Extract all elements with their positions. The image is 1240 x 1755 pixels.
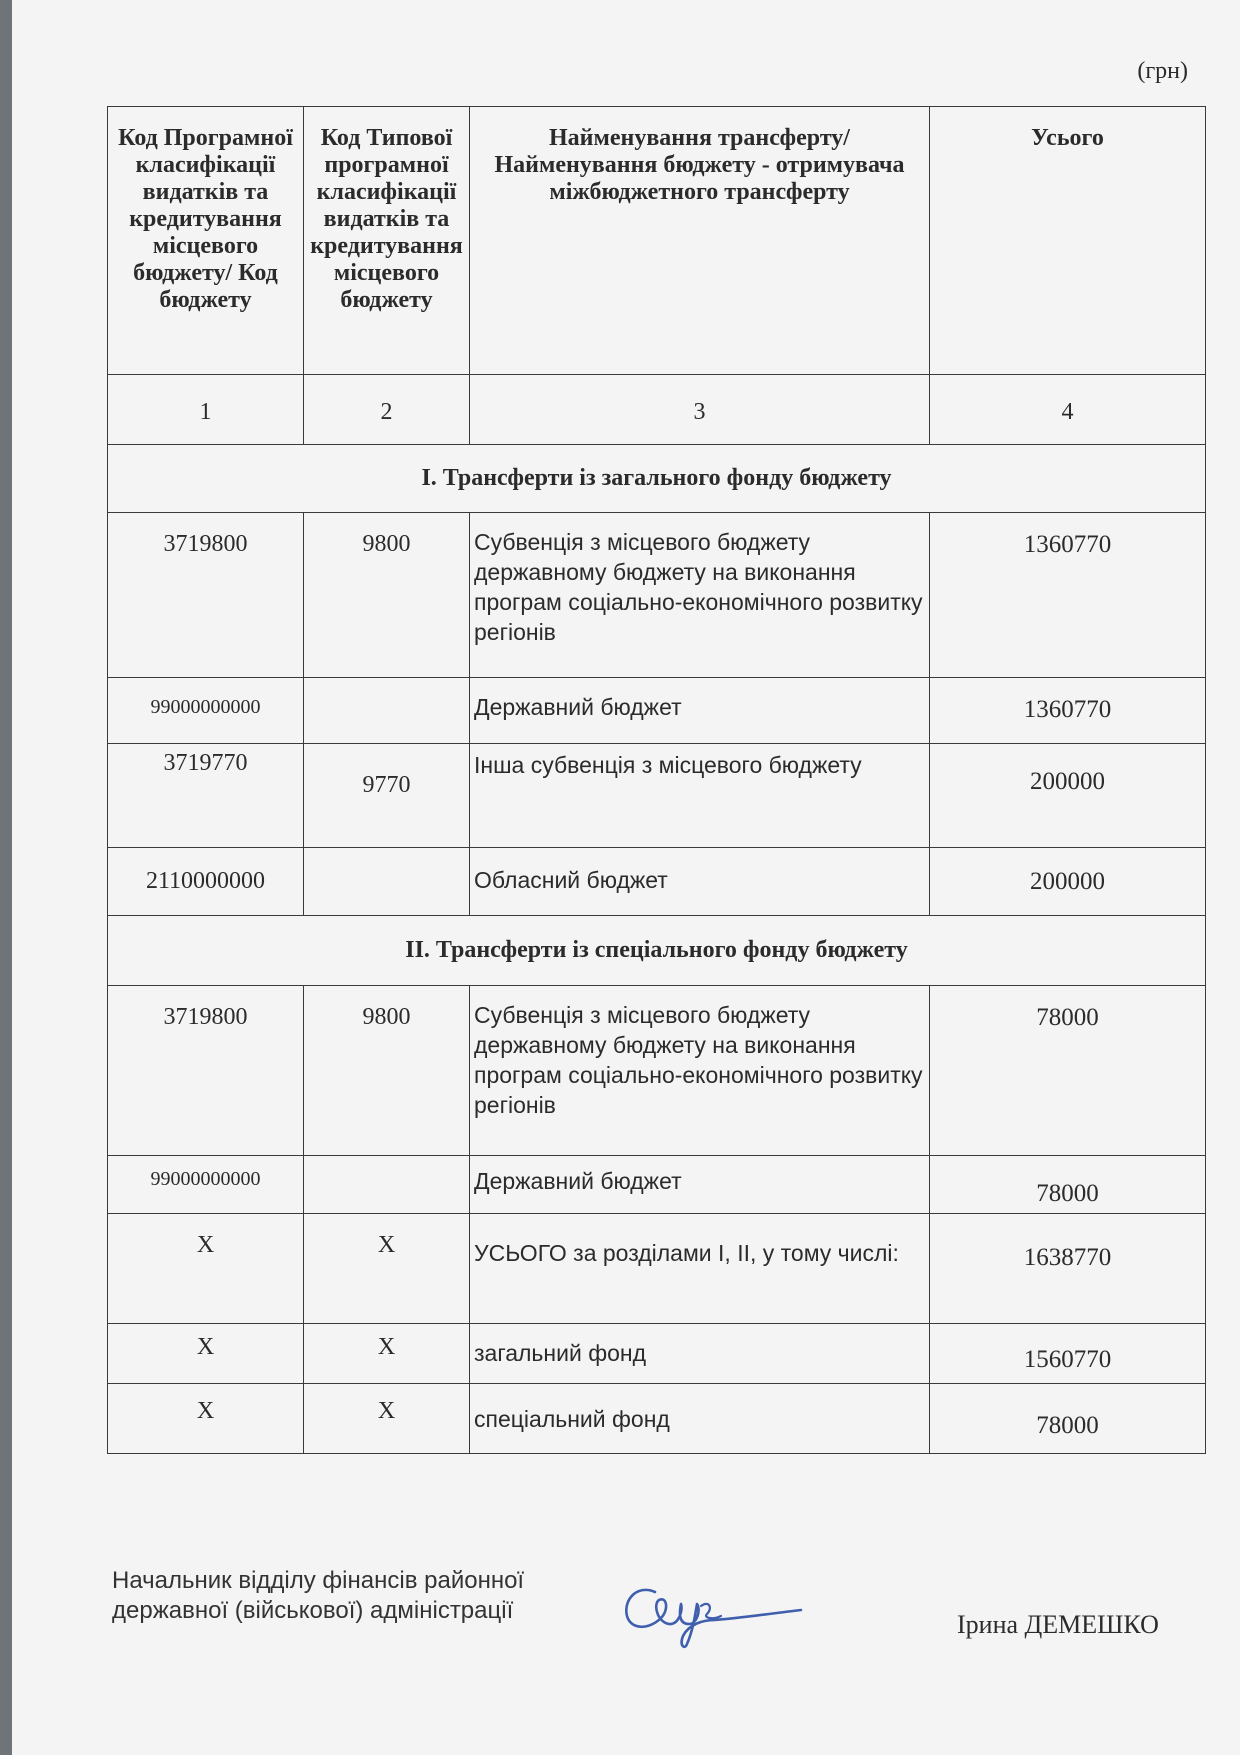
signatory-name: Ірина ДЕМЕШКО [957, 1610, 1159, 1639]
program-code: Х [108, 1214, 304, 1324]
budget-name: Державний бюджет [470, 678, 930, 744]
column-number: 1 [108, 375, 304, 445]
budget-name: Обласний бюджет [470, 848, 930, 916]
program-code: 3719770 [108, 744, 304, 848]
column-number: 3 [470, 375, 930, 445]
typical-code: 9800 [304, 986, 470, 1156]
total-amount: 78000 [930, 1156, 1206, 1214]
table-row [108, 678, 1206, 744]
unit-label: (грн) [1137, 58, 1188, 84]
budget-code: 99000000000 [108, 678, 304, 744]
signatory-position [112, 1566, 524, 1626]
total-label: УСЬОГО за розділами І, ІІ, у тому числі: [470, 1214, 930, 1324]
budget-code: 2110000000 [108, 848, 304, 916]
total-amount: 1360770 [930, 513, 1206, 678]
table-row [108, 1156, 1206, 1214]
typical-code: Х [304, 1384, 470, 1454]
transfer-name: Субвенція з місцевого бюджету державному бюджету на виконання програм соціально-економічного розвитку регіонів [470, 986, 930, 1156]
typical-code [304, 678, 470, 744]
header-transfer-name: Найменування трансферту/ Найменування бюджету - отримувача міжбюджетного трансферту [470, 107, 930, 375]
table-row [108, 986, 1206, 1156]
total-amount: 200000 [930, 744, 1206, 848]
section-special-title: ІІ. Трансферти із спеціального фонду бюджету [108, 916, 1206, 986]
table-row [108, 1214, 1206, 1324]
total-amount: 1360770 [930, 678, 1206, 744]
section-general-title: І. Трансферти із загального фонду бюджету [108, 445, 1206, 513]
fund-label: спеціальний фонд [470, 1384, 930, 1454]
table-row [108, 1384, 1206, 1454]
document-page [12, 0, 1240, 1755]
typical-code [304, 1156, 470, 1214]
program-code: 3719800 [108, 513, 304, 678]
typical-code: 9770 [304, 744, 470, 848]
typical-code [304, 848, 470, 916]
handwritten-signature [617, 1570, 807, 1650]
column-number: 2 [304, 375, 470, 445]
total-amount: 78000 [930, 986, 1206, 1156]
transfer-name: Субвенція з місцевого бюджету державному бюджету на виконання програм соціально-економічного розвитку регіонів [470, 513, 930, 678]
typical-code: Х [304, 1214, 470, 1324]
total-amount: 200000 [930, 848, 1206, 916]
header-row [108, 107, 1206, 375]
program-code: Х [108, 1324, 304, 1384]
position-line: державної (військової) адміністрації [112, 1597, 514, 1624]
column-number: 4 [930, 375, 1206, 445]
section-general-row [108, 445, 1206, 513]
program-code: Х [108, 1384, 304, 1454]
table-row [108, 513, 1206, 678]
header-total: Усього [930, 107, 1206, 375]
header-typical-code: Код Типової програмної класифікації видатків та кредитування місцевого бюджету [304, 107, 470, 375]
header-program-code: Код Програмної класифікації видатків та кредитування місцевого бюджету/ Код бюджету [108, 107, 304, 375]
total-amount: 1560770 [930, 1324, 1206, 1384]
budget-code: 99000000000 [108, 1156, 304, 1214]
typical-code: 9800 [304, 513, 470, 678]
position-line: Начальник відділу фінансів районної [112, 1567, 525, 1594]
budget-name: Державний бюджет [470, 1156, 930, 1214]
column-numbers-row [108, 375, 1206, 445]
program-code: 3719800 [108, 986, 304, 1156]
section-special-row [108, 916, 1206, 986]
total-amount: 1638770 [930, 1214, 1206, 1324]
fund-label: загальний фонд [470, 1324, 930, 1384]
table-row [108, 744, 1206, 848]
transfers-table [107, 106, 1206, 1454]
transfer-name: Інша субвенція з місцевого бюджету [470, 744, 930, 848]
typical-code: Х [304, 1324, 470, 1384]
total-amount: 78000 [930, 1384, 1206, 1454]
table-row [108, 1324, 1206, 1384]
table-row [108, 848, 1206, 916]
